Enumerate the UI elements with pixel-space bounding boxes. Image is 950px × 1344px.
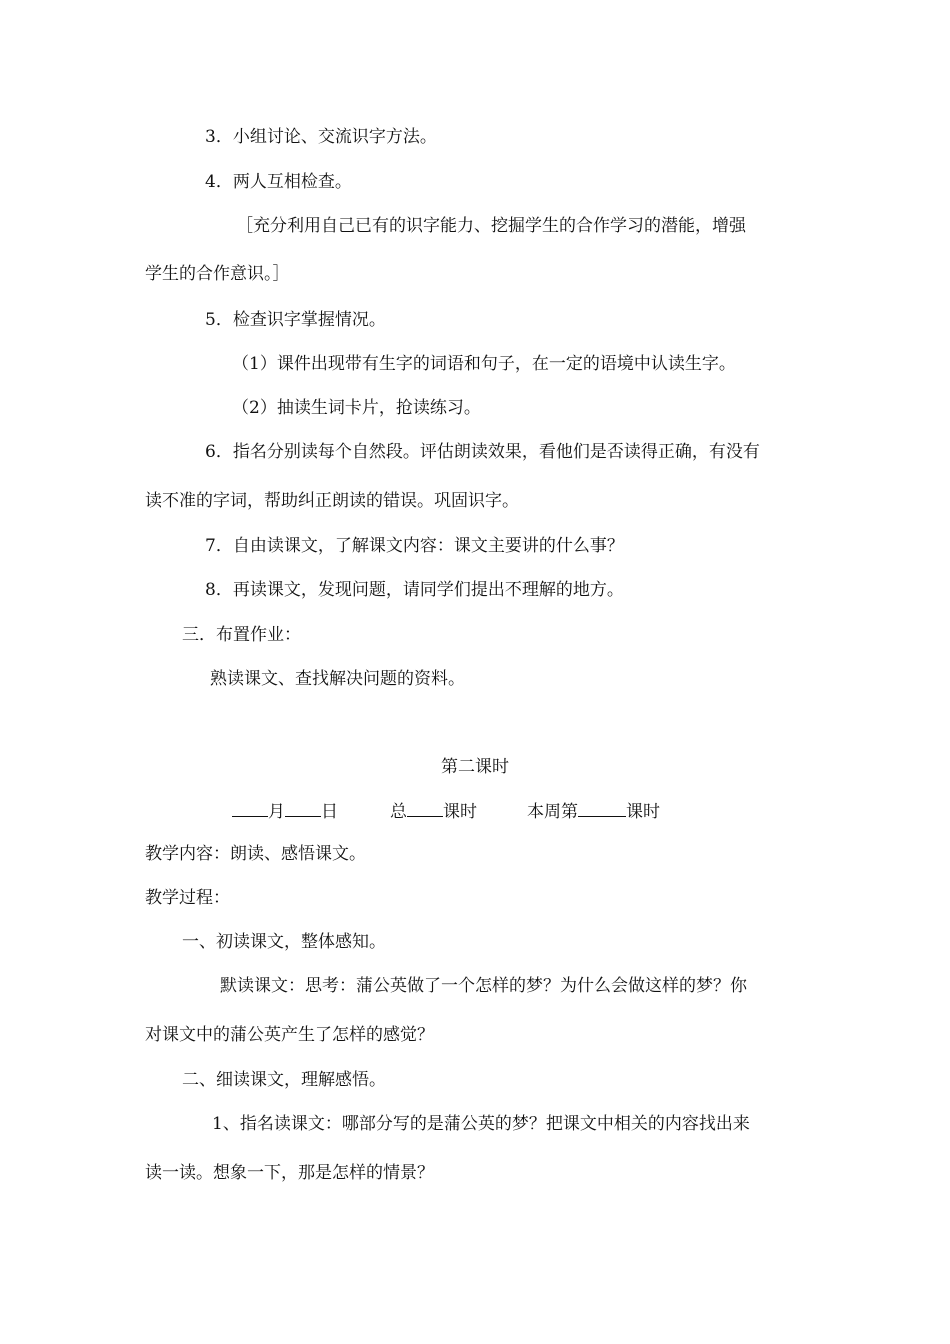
text-line: 3．小组讨论、交流识字方法。 — [205, 127, 437, 147]
text-line: 4．两人互相检查。 — [205, 172, 352, 192]
text-line: （2）抽读生词卡片，抢读练习。 — [232, 398, 481, 418]
section-heading: 二、细读课文，理解感悟。 — [182, 1070, 386, 1090]
text-line: ［充分利用自己已有的识字能力、挖掘学生的合作学习的潜能，增强 — [236, 216, 746, 236]
text-line: 教学过程： — [145, 888, 230, 908]
day-label: 日 — [321, 802, 338, 822]
text-line: 6．指名分别读每个自然段。评估朗读效果，看他们是否读得正确，有没有 — [205, 442, 760, 462]
text-line: 8．再读课文，发现问题，请同学们提出不理解的地方。 — [205, 580, 624, 600]
week-blank[interactable] — [578, 798, 626, 817]
text-line: 熟读课文、查找解决问题的资料。 — [210, 669, 465, 689]
date-line — [232, 798, 660, 824]
week-prefix: 本周第 — [527, 802, 578, 822]
total-prefix: 总 — [390, 802, 407, 822]
text-line: 读不准的字词，帮助纠正朗读的错误。巩固识字。 — [145, 491, 519, 511]
text-line: 7．自由读课文，了解课文内容：课文主要讲的什么事？ — [205, 536, 624, 556]
month-label: 月 — [268, 802, 285, 822]
text-line: 默读课文：思考：蒲公英做了一个怎样的梦？为什么会做这样的梦？你 — [220, 976, 747, 996]
day-blank[interactable] — [285, 798, 321, 817]
text-line: （1）课件出现带有生字的词语和句子，在一定的语境中认读生字。 — [232, 354, 736, 374]
total-blank[interactable] — [407, 798, 443, 817]
lesson-title: 第二课时 — [441, 757, 509, 777]
text-line: 5．检查识字掌握情况。 — [205, 310, 386, 330]
month-blank[interactable] — [232, 798, 268, 817]
text-line: 学生的合作意识。］ — [145, 264, 290, 284]
text-line: 对课文中的蒲公英产生了怎样的感觉？ — [145, 1025, 434, 1045]
week-suffix: 课时 — [626, 802, 660, 822]
total-suffix: 课时 — [443, 802, 477, 822]
text-line: 读一读。想象一下，那是怎样的情景？ — [145, 1163, 434, 1183]
text-line: 1、指名读课文：哪部分写的是蒲公英的梦？把课文中相关的内容找出来 — [212, 1114, 750, 1134]
text-line: 教学内容：朗读、感悟课文。 — [145, 844, 366, 864]
section-heading: 一、初读课文，整体感知。 — [182, 932, 386, 952]
section-heading: 三．布置作业： — [182, 625, 301, 645]
